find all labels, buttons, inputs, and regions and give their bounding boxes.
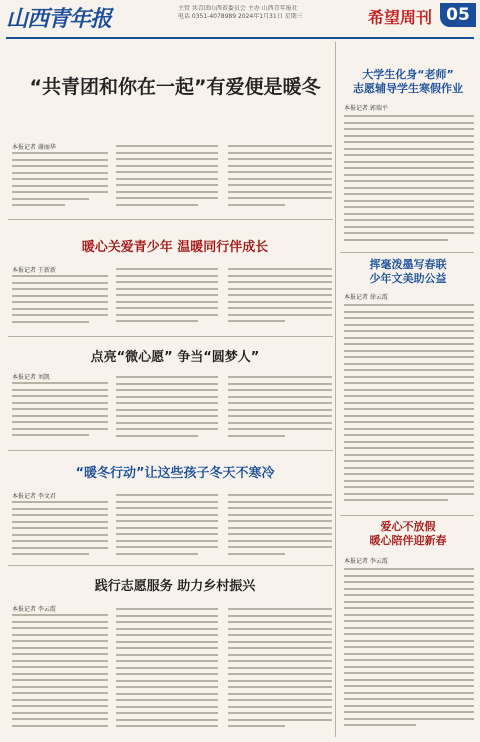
article-body	[228, 268, 332, 329]
sidebar-headline-line: 志愿辅导学生寒假作业	[353, 82, 463, 95]
sidebar-headline	[340, 68, 476, 96]
divider	[8, 219, 333, 220]
headline: “暖冬行动”让这些孩子冬天不寒冷	[75, 466, 275, 481]
headline: 暖心关爱青少年 温暖同行伴成长	[81, 240, 269, 255]
masthead-rule	[6, 37, 474, 39]
page-number: 05	[440, 3, 476, 27]
sidebar-headline-line: 爱心不放假	[380, 520, 436, 533]
article-body	[116, 494, 218, 559]
article-body	[116, 145, 218, 214]
article-body	[116, 376, 218, 442]
article-body	[228, 608, 332, 734]
divider	[340, 515, 474, 516]
column-divider	[335, 42, 336, 737]
byline: 本报记者 郭瑞平	[344, 105, 388, 112]
sidebar-headline-line: 挥毫泼墨写春联	[369, 258, 447, 271]
meta-line: 电话 0351-4078989 2024年1月31日 星期三	[178, 13, 303, 20]
article-body	[344, 304, 474, 509]
article-body	[12, 382, 108, 442]
article-body	[12, 275, 108, 329]
masthead	[0, 0, 480, 40]
article-body	[12, 152, 108, 214]
article-body	[344, 115, 474, 245]
sidebar-headline-line: 暖心陪伴迎新春	[369, 534, 447, 547]
byline: 本报记者 王新新	[12, 267, 56, 274]
byline: 本报记者 刘凯	[12, 374, 50, 381]
byline: 本报记者 李云霞	[344, 558, 388, 565]
byline: 本报记者 李云霞	[12, 606, 56, 613]
divider	[8, 336, 333, 337]
article-body	[116, 608, 218, 734]
section-title: 希望周刊	[368, 8, 433, 27]
headline-main: “共青团和你在一起”有爱便是暖冬	[29, 76, 321, 98]
meta-line: 主管 共青团山西省委员会 主办 山西青年报社	[178, 5, 298, 12]
divider	[8, 450, 333, 451]
sidebar-headline-line: 少年文美助公益	[369, 272, 447, 285]
byline: 本报记者 徐云霞	[344, 294, 388, 301]
masthead-meta	[178, 5, 368, 21]
article-body	[12, 614, 108, 734]
article-body	[12, 501, 108, 559]
article-body	[228, 376, 332, 442]
headline: 践行志愿服务 助力乡村振兴	[94, 579, 256, 594]
article-body	[228, 145, 332, 214]
sidebar-headline	[340, 520, 476, 548]
newspaper-logo: 山西青年报	[6, 6, 112, 32]
divider	[8, 565, 333, 566]
sidebar-headline	[340, 258, 476, 286]
headline: 点亮“微心愿” 争当“圆梦人”	[90, 350, 260, 365]
sidebar-headline-line: 大学生化身“老师”	[362, 68, 454, 81]
byline: 本报记者 谢丽华	[12, 144, 56, 151]
byline: 本报记者 李文君	[12, 493, 56, 500]
article-body	[116, 268, 218, 329]
article-body	[344, 568, 474, 734]
article-body	[228, 494, 332, 559]
divider	[340, 252, 474, 253]
